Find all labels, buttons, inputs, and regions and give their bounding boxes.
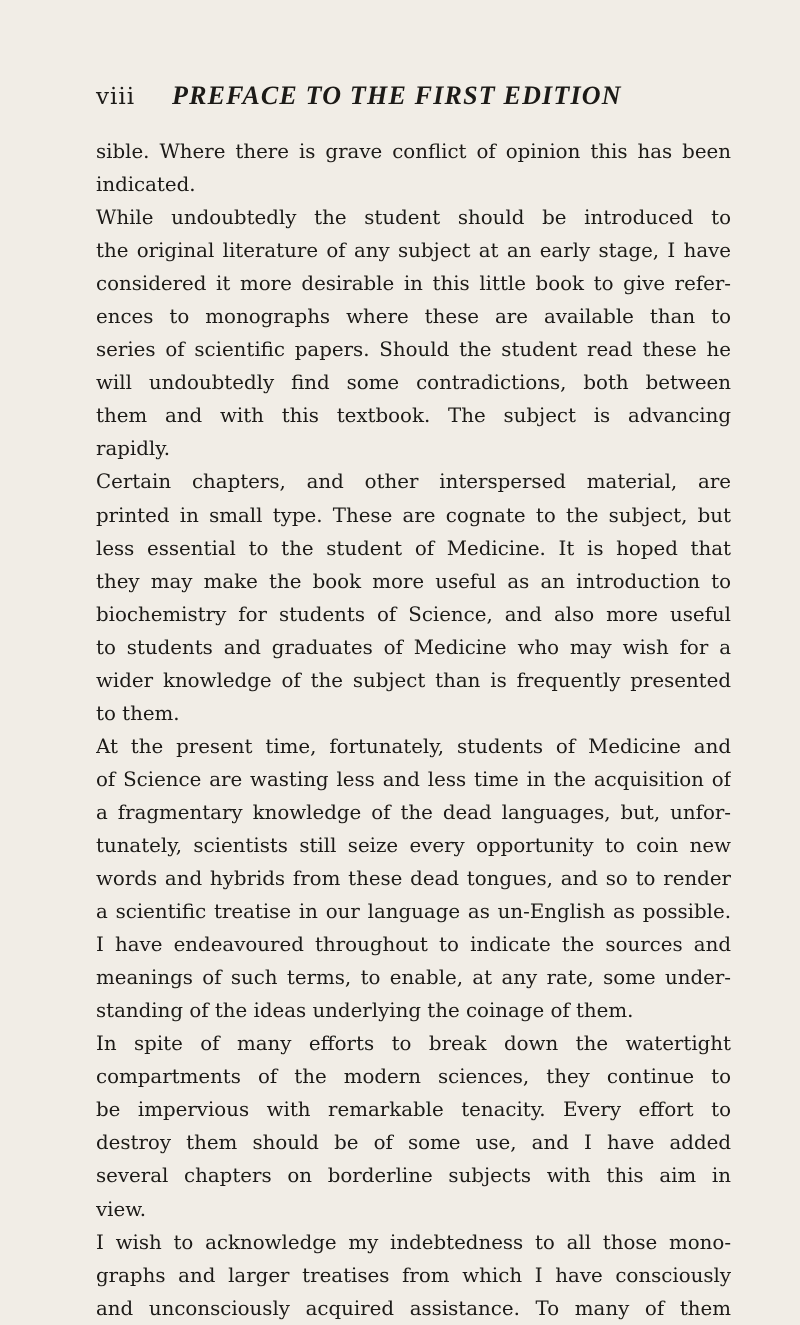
page-number: viii [96,84,136,110]
text-line: they may make the book more useful as an introduction to [96,569,731,593]
text-line: several chapters on borderline subjects with this aim in [96,1164,731,1188]
text-line: I have endeavoured throughout to indicate the sources and [96,933,731,957]
text-line: a fragmentary knowledge of the dead languages, but, unfor- [96,800,731,824]
text-line: graphs and larger treatises from which I have consciously [96,1263,731,1287]
text-line: less essential to the student of Medicine. It is hoped that [96,536,731,560]
text-line: indicated. [96,173,196,197]
text-line: words and hybrids from these dead tongues, and so to render [96,867,731,891]
text-line: ences to monographs where these are available than to [96,305,731,329]
text-line: of Science are wasting less and less time in the acquisition of [96,767,731,791]
text-line: standing of the ideas underlying the coinage of them. [96,999,634,1023]
running-head [96,81,746,124]
text-line: I wish to acknowledge my indebtedness to all those mono- [96,1230,731,1254]
text-line: biochemistry for students of Science, and also more useful [96,602,731,626]
text-line: printed in small type. These are cognate to the subject, but [96,503,731,527]
text-line: destroy them should be of some use, and I have added [96,1131,731,1155]
text-line: view. [96,1197,147,1221]
text-line: wider knowledge of the subject than is frequently presented [96,668,731,692]
text-line: be impervious with remarkable tenacity. Every effort to [96,1098,731,1122]
preface-body-text [96,135,731,1325]
text-line: While undoubtedly the student should be introduced to [96,206,731,230]
text-line: to them. [96,701,180,725]
text-line: to students and graduates of Medicine who may wish for a [96,635,731,659]
text-line: series of scientific papers. Should the student read these he [96,338,731,362]
text-line: At the present time, fortunately, students of Medicine and [96,734,731,758]
text-line: Certain chapters, and other interspersed material, are [96,470,731,494]
text-line: sible. Where there is grave conflict of opinion this has been [96,140,731,163]
text-line: tunately, scientists still seize every opportunity to coin new [96,833,731,857]
text-line: the original literature of any subject at an early stage, I have [96,239,731,263]
text-line: In spite of many efforts to break down the watertight [96,1032,731,1056]
text-line: considered it more desirable in this little book to give refer- [96,272,731,296]
text-line: meanings of such terms, to enable, at any rate, some under- [96,966,731,990]
text-line: will undoubtedly find some contradictions, both between [96,371,731,395]
text-line: compartments of the modern sciences, they continue to [96,1065,731,1089]
text-line: them and with this textbook. The subject is advancing [96,404,731,428]
text-line: and unconsciously acquired assistance. To many of them [96,1296,731,1320]
running-head-title: PREFACE TO THE FIRST EDITION [172,81,622,110]
text-line: a scientific treatise in our language as un-English as possible. [96,900,731,924]
text-line: rapidly. [96,437,171,461]
